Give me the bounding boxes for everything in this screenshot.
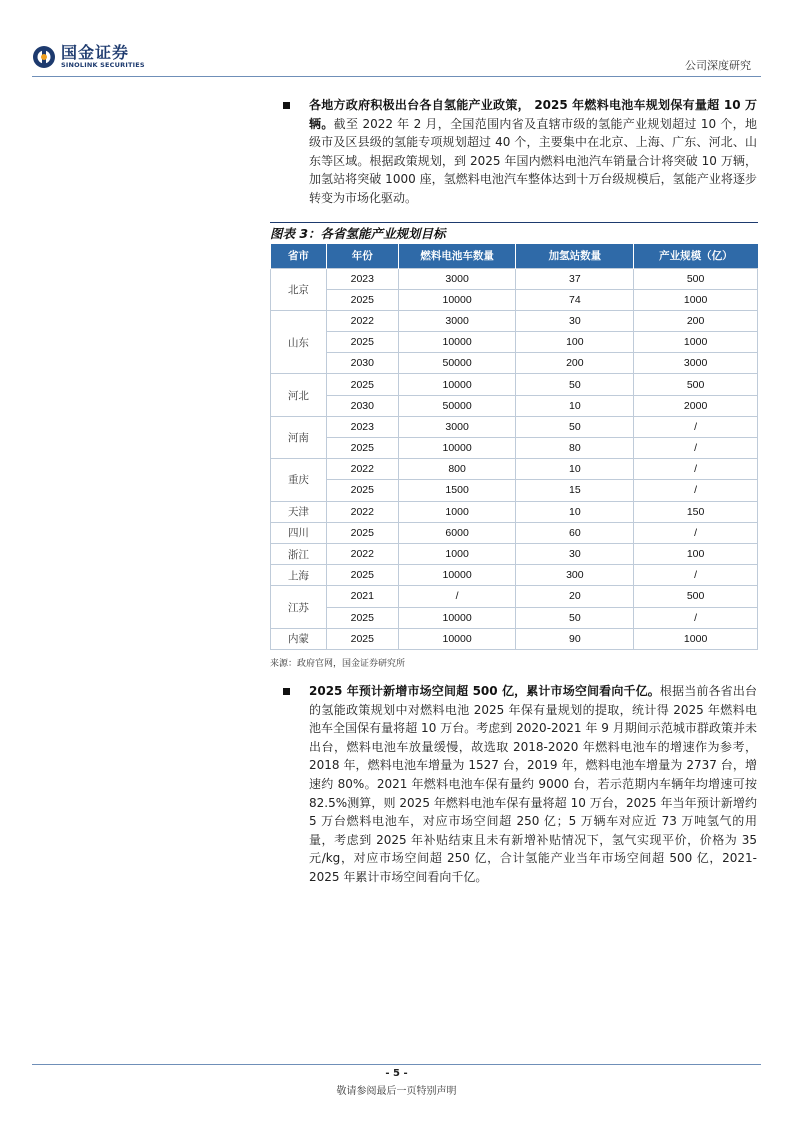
table-header-cell: 省市 [271, 244, 327, 268]
table-cell: 2000 [634, 395, 758, 416]
paragraph-body: 截至 2022 年 2 月，全国范围内省及直辖市级的氢能产业规划超过 10 个，地级市及区县级的氢能专项规划超过 40 个，主要集中在北京、上海、广东、河北、山东等区域。根据政策规划，到 2025 年国内燃料电池汽车销量合计将突破 10 万辆，加氢站将突破 1000 座，氢燃料电池汽车整体达到十万台级规模后，氢能产业将逐步转变为市场化驱动。 [309, 116, 757, 205]
table-cell: 50 [516, 416, 634, 437]
table-cell: 1000 [398, 501, 516, 522]
table-header-row [271, 244, 758, 268]
table-cell: 2025 [326, 438, 398, 459]
province-cell: 上海 [271, 565, 327, 586]
table-row [271, 565, 758, 586]
table-cell: / [634, 522, 758, 543]
table-cell: 200 [634, 310, 758, 331]
header-divider [32, 76, 761, 77]
table-cell: 150 [634, 501, 758, 522]
table-cell: 10000 [398, 289, 516, 310]
table-cell: 10000 [398, 374, 516, 395]
province-cell: 山东 [271, 310, 327, 374]
province-hydrogen-targets-table [270, 244, 758, 650]
table-cell: / [398, 586, 516, 607]
table-row [271, 353, 758, 374]
province-cell: 浙江 [271, 543, 327, 564]
table-cell: 2025 [326, 374, 398, 395]
table-cell: / [634, 459, 758, 480]
table-cell: 200 [516, 353, 634, 374]
table-cell: 74 [516, 289, 634, 310]
footer-divider [32, 1064, 761, 1065]
table-cell: 500 [634, 268, 758, 289]
table-row [271, 543, 758, 564]
table-cell: / [634, 480, 758, 501]
table-cell: 3000 [398, 310, 516, 331]
square-bullet-icon [283, 688, 290, 695]
table-cell: 2025 [326, 332, 398, 353]
figure-source: 来源：政府官网，国金证券研究所 [270, 659, 406, 669]
table-cell: 100 [516, 332, 634, 353]
table-row [271, 501, 758, 522]
table-cell: 2022 [326, 501, 398, 522]
table-cell: 2025 [326, 289, 398, 310]
table-cell: / [634, 438, 758, 459]
province-cell: 四川 [271, 522, 327, 543]
table-cell: 2025 [326, 480, 398, 501]
table-cell: 2030 [326, 353, 398, 374]
table-cell: 500 [634, 586, 758, 607]
square-bullet-icon [283, 102, 290, 109]
table-cell: 2022 [326, 543, 398, 564]
table-cell: / [634, 565, 758, 586]
province-cell: 天津 [271, 501, 327, 522]
table-header-cell: 燃料电池车数量 [398, 244, 516, 268]
table-cell: / [634, 607, 758, 628]
table-cell: 15 [516, 480, 634, 501]
paragraph-market-space [309, 682, 757, 887]
province-cell: 重庆 [271, 459, 327, 501]
table-row [271, 416, 758, 437]
table-cell: 10000 [398, 332, 516, 353]
logo-chinese-name: 国金证券 [61, 43, 130, 62]
table-cell: 10 [516, 459, 634, 480]
table-header-cell: 产业规模（亿） [634, 244, 758, 268]
table-cell: 10 [516, 501, 634, 522]
table-cell: 2022 [326, 459, 398, 480]
report-type-label: 公司深度研究 [685, 59, 751, 72]
table-cell: 500 [634, 374, 758, 395]
page-number: - 5 - [385, 1068, 408, 1079]
table-cell: 2025 [326, 522, 398, 543]
figure-top-rule [270, 222, 758, 223]
table-cell: 37 [516, 268, 634, 289]
paragraph-lead: 各地方政府积极出台各自氢能产业政策， 2025 年燃料电池车规划保有量超 10 万辆。 [309, 98, 757, 131]
logo-english-name: SINOLINK SECURITIES [61, 61, 145, 69]
table-cell: 6000 [398, 522, 516, 543]
table-cell: / [634, 416, 758, 437]
table-cell: 1000 [634, 289, 758, 310]
table-row [271, 268, 758, 289]
company-logo [32, 44, 145, 69]
table-cell: 30 [516, 543, 634, 564]
table-row [271, 459, 758, 480]
table-row [271, 374, 758, 395]
province-cell: 北京 [271, 268, 327, 310]
table-cell: 10000 [398, 438, 516, 459]
table-cell: 2021 [326, 586, 398, 607]
table-row [271, 586, 758, 607]
table-cell: 10000 [398, 628, 516, 649]
table-cell: 1000 [634, 628, 758, 649]
table-row [271, 310, 758, 331]
table-cell: 1500 [398, 480, 516, 501]
table-cell: 50 [516, 607, 634, 628]
table-cell: 90 [516, 628, 634, 649]
table-cell: 100 [634, 543, 758, 564]
disclaimer-note: 敬请参阅最后一页特别声明 [336, 1086, 457, 1097]
table-cell: 300 [516, 565, 634, 586]
table-cell: 3000 [398, 416, 516, 437]
table-row [271, 607, 758, 628]
table-cell: 2023 [326, 416, 398, 437]
table-header-cell: 加氢站数量 [516, 244, 634, 268]
table-cell: 10 [516, 395, 634, 416]
table-cell: 50 [516, 374, 634, 395]
table-cell: 3000 [398, 268, 516, 289]
table-row [271, 438, 758, 459]
province-cell: 河北 [271, 374, 327, 416]
table-cell: 2025 [326, 628, 398, 649]
table-cell: 2030 [326, 395, 398, 416]
table-cell: 2022 [326, 310, 398, 331]
table-cell: 30 [516, 310, 634, 331]
sinolink-logo-icon [32, 45, 56, 69]
table-cell: 2023 [326, 268, 398, 289]
province-cell: 内蒙 [271, 628, 327, 649]
table-cell: 80 [516, 438, 634, 459]
table-cell: 10000 [398, 565, 516, 586]
paragraph-hydrogen-policy [309, 96, 757, 208]
table-cell: 20 [516, 586, 634, 607]
paragraph-lead: 2025 年预计新增市场空间超 500 亿，累计市场空间看向千亿。 [309, 684, 660, 698]
table-row [271, 522, 758, 543]
table-cell: 60 [516, 522, 634, 543]
table-header-cell: 年份 [326, 244, 398, 268]
province-cell: 河南 [271, 416, 327, 458]
figure-title: 图表 3：各省氢能产业规划目标 [270, 226, 446, 241]
province-cell: 江苏 [271, 586, 327, 628]
table-cell: 3000 [634, 353, 758, 374]
paragraph-body: 根据当前各省出台的氢能政策规划中对燃料电池 2025 年保有量规划的提取，统计得 2025 年燃料电池车全国保有量将超 10 万台。考虑到 2020-2021 年 9 月期间示范城市群政策并未出台，燃料电池车放量缓慢，故选取 2018-2020 年燃料电池车的增速作为参考，2018 年，燃料电池车增量为 1527 台，2019 年，燃料电池车增量为 2737 台，增速约 80%。2021 年燃料电池车保有量约 9000 台，若示范期内车辆年均增速可按 82.5%测算，则 2025 年燃料电池车保有量将超 10 万台，2025 年当年预计新增约 5 万台燃料电池车，对应市场空间超 250 亿；5 万辆车对应近 73 万吨氢气的用量，考虑到 2025 年补贴结束且未有新增补贴情况下，氢气实现平价，价格为 35 元/kg，对应市场空间超 250 亿，合计氢能产业当年市场空间超 500 亿，2021-2025 年累计市场空间看向千亿。 [309, 684, 757, 884]
table-row [271, 332, 758, 353]
table-cell: 800 [398, 459, 516, 480]
table-cell: 1000 [634, 332, 758, 353]
table-cell: 50000 [398, 395, 516, 416]
table-cell: 50000 [398, 353, 516, 374]
table-row [271, 395, 758, 416]
table-cell: 2025 [326, 607, 398, 628]
table-cell: 1000 [398, 543, 516, 564]
table-row [271, 289, 758, 310]
table-row [271, 480, 758, 501]
table-cell: 10000 [398, 607, 516, 628]
table-row [271, 628, 758, 649]
table-cell: 2025 [326, 565, 398, 586]
